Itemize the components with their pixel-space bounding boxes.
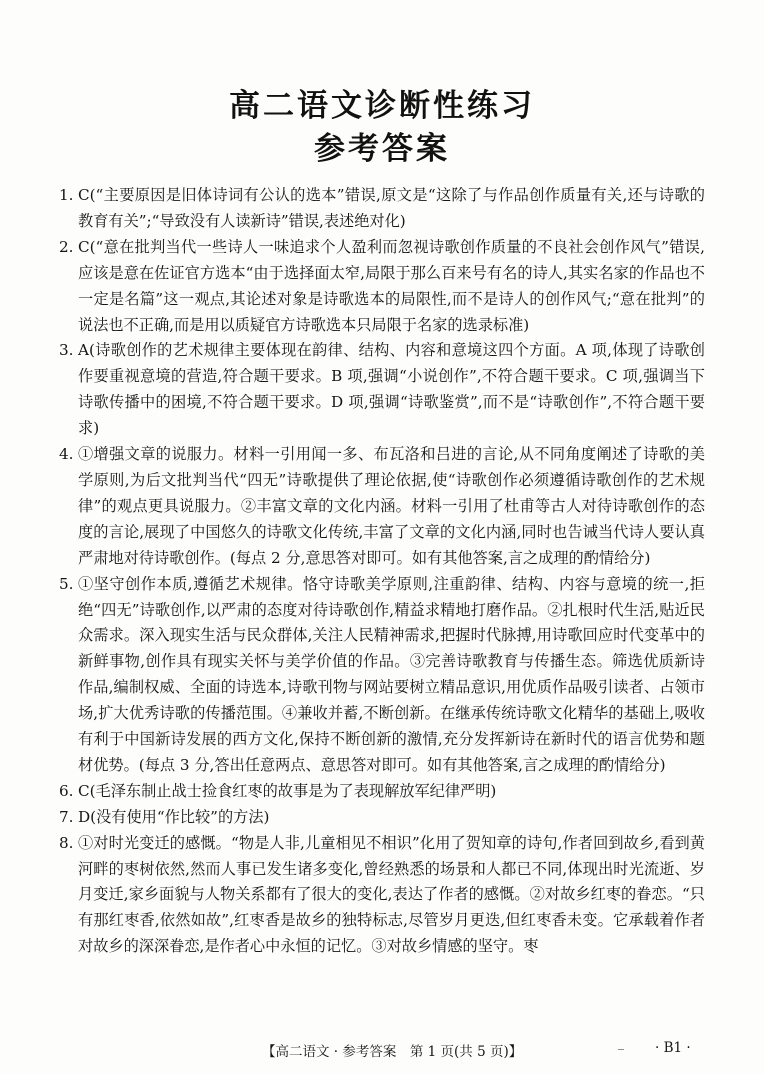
answer-text: C(“意在批判当代一些诗人一味追求个人盈利而忽视诗歌创作质量的不良社会创作风气”错误,应该是意在佐证官方选本“由于选择面太窄,局限于那么百来号有名的诗人,其实名家的作品也不一定是名篇”这一观点,其论述对象是诗歌选本的局限性,而不是诗人的创作风气;“意在批判”的说法也不正确,而是用以质疑官方诗歌选本只局限于名家的选录标准) (78, 237, 705, 334)
answer-text: C(“主要原因是旧体诗词有公认的选本”错误,原文是“这除了与作品创作质量有关,还与诗歌的教育有关”;“导致没有人读新诗”错误,表述绝对化) (78, 186, 705, 230)
answer-item-6 (59, 779, 705, 805)
answer-item-8 (59, 831, 705, 961)
answer-text: ①坚守创作本质,遵循艺术规律。恪守诗歌美学原则,注重韵律、结构、内容与意境的统一,拒绝“四无”诗歌创作,以严肃的态度对待诗歌创作,精益求精地打磨作品。②扎根时代生活,贴近民众需求。深入现实生活与民众群体,关注人民精神需求,把握时代脉搏,用诗歌回应时代变革中的新鲜事物,创作具有现实关怀与美学价值的作品。③完善诗歌教育与传播生态。筛选优质新诗作品,编制权威、全面的诗选本,诗歌刊物与网站要树立精品意识,用优质作品吸引读者、占领市场,扩大优秀诗歌的传播范围。④兼收并蓄,不断创新。在继承传统诗歌文化精华的基础上,吸收有利于中国新诗发展的西方文化,保持不断创新的激情,充分发挥新诗在新时代的语言优势和题材优势。(每点 3 分,答出任意两点、意思答对即可。如有其他答案,言之成理的酌情给分) (78, 574, 705, 774)
answer-number: 1. (59, 186, 74, 204)
answer-text: C(毛泽东制止战士捡食红枣的故事是为了表现解放军纪律严明) (78, 781, 497, 800)
footer-code: · B1 · (655, 1040, 691, 1056)
answer-text: A(诗歌创作的艺术规律主要体现在韵律、结构、内容和意境这四个方面。A 项,体现了诗歌创作要重视意境的营造,符合题干要求。B 项,强调“小说创作”,不符合题干要求。C 项,强调当下诗歌传播中的困境,不符合题干要求。D 项,强调“诗歌鉴赏”,而不是“诗歌创作”,不符合题干要求) (78, 341, 705, 438)
answer-text: D(没有使用“作比较”的方法) (78, 807, 270, 826)
answer-number: 7. (59, 807, 74, 826)
page-subtitle: 参考答案 (314, 131, 450, 167)
answer-item-1 (59, 183, 705, 235)
answer-item-7 (59, 805, 705, 831)
answer-number: 5. (59, 574, 74, 593)
answer-number: 3. (59, 341, 74, 360)
answer-list (59, 183, 705, 960)
answer-item-4 (59, 442, 705, 572)
answer-number: 2. (59, 237, 74, 256)
answer-item-3 (59, 338, 705, 442)
answer-text: ①对时光变迁的感慨。“物是人非,儿童相见不相识”化用了贺知章的诗句,作者回到故乡,看到黄河畔的枣树依然,然而人事已发生诸多变化,曾经熟悉的场景和人都已不同,体现出时光流逝、岁月变迁,家乡面貌与人物关系都有了很大的变化,表达了作者的感慨。②对故乡红枣的眷恋。“只有那红枣香,依然如故”,红枣香是故乡的独特标志,尽管岁月更迭,但红枣香未变。它承载着作者对故乡的深深眷恋,是作者心中永恒的记忆。③对故乡情感的坚守。枣 (78, 833, 705, 956)
page-title: 高二语文诊断性练习 (229, 88, 535, 124)
answer-item-5 (59, 572, 705, 779)
answer-text: ①增强文章的说服力。材料一引用闻一多、布瓦洛和吕进的言论,从不同角度阐述了诗歌的美学原则,为后文批判当代“四无”诗歌提供了理论依据,使“诗歌创作必须遵循诗歌创作的艺术规律”的观点更具说服力。②丰富文章的文化内涵。材料一引用了杜甫等古人对待诗歌创作的态度的言论,展现了中国悠久的诗歌文化传统,丰富了文章的文化内涵,同时也告诫当代诗人要认真严肃地对待诗歌创作。(每点 2 分,意思答对即可。如有其他答案,言之成理的酌情给分) (78, 445, 705, 567)
answer-number: 8. (59, 833, 74, 852)
footer-mark: _ (618, 1036, 624, 1050)
footer-page-info: 【高二语文 · 参考答案 第 1 页(共 5 页)】 (262, 1044, 523, 1060)
answer-item-2 (59, 235, 705, 339)
answer-number: 4. (59, 445, 74, 464)
answer-number: 6. (59, 781, 74, 800)
